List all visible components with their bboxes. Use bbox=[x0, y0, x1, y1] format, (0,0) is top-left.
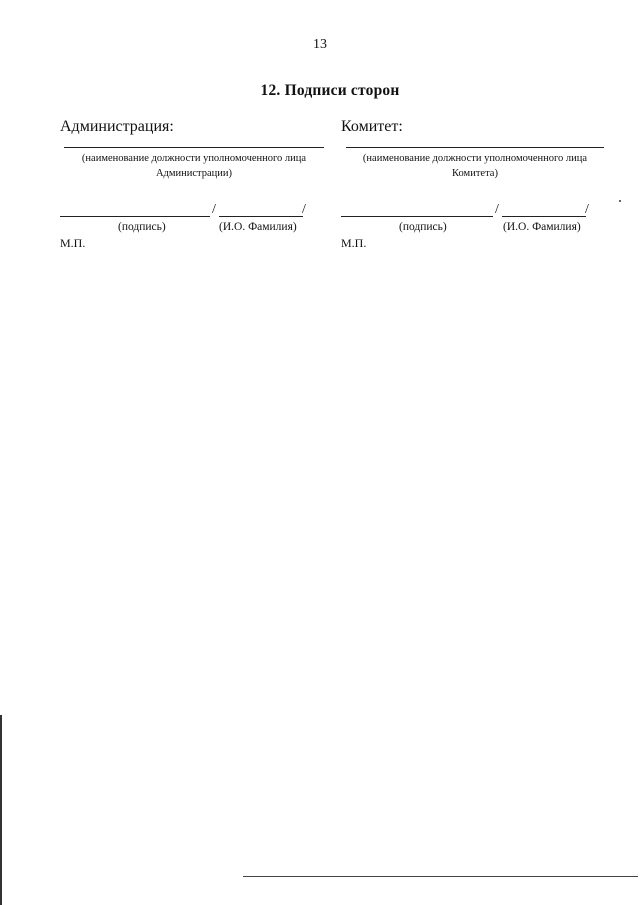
committee-position-caption bbox=[340, 151, 610, 181]
administration-slash-open: / bbox=[212, 202, 216, 217]
committee-position-line bbox=[346, 147, 604, 148]
scan-mark-dot bbox=[619, 200, 621, 202]
administration-signature-field[interactable] bbox=[60, 216, 210, 217]
section-title: 12. Подписи сторон bbox=[260, 82, 400, 99]
committee-slash-open: / bbox=[495, 202, 499, 217]
scan-bottom-line bbox=[243, 876, 638, 877]
scan-left-edge-bar bbox=[0, 715, 2, 905]
administration-signature-caption: (подпись) bbox=[118, 221, 166, 233]
committee-signature-field[interactable] bbox=[341, 216, 493, 217]
committee-name-field[interactable] bbox=[502, 216, 586, 217]
administration-name-caption: (И.О. Фамилия) bbox=[219, 221, 297, 233]
committee-label: Комитет: bbox=[341, 118, 403, 135]
administration-slash-close: / bbox=[302, 202, 306, 217]
administration-name-field[interactable] bbox=[219, 216, 303, 217]
administration-seal-label: М.П. bbox=[60, 236, 86, 250]
page-number: 13 bbox=[313, 37, 327, 52]
administration-position-caption bbox=[58, 151, 330, 181]
committee-position-caption-line1: (наименование должности уполномоченного лица bbox=[362, 153, 588, 164]
committee-seal-label: М.П. bbox=[341, 236, 367, 250]
administration-position-caption-line1: (наименование должности уполномоченного лица bbox=[81, 153, 307, 164]
committee-signature-caption: (подпись) bbox=[399, 221, 447, 233]
administration-position-line bbox=[64, 147, 324, 148]
committee-position-caption-line2: Комитета) bbox=[452, 168, 498, 179]
committee-name-caption: (И.О. Фамилия) bbox=[503, 221, 581, 233]
administration-label: Администрация: bbox=[60, 118, 174, 135]
committee-slash-close: / bbox=[585, 202, 589, 217]
administration-position-caption-line2: Администрации) bbox=[155, 168, 233, 179]
